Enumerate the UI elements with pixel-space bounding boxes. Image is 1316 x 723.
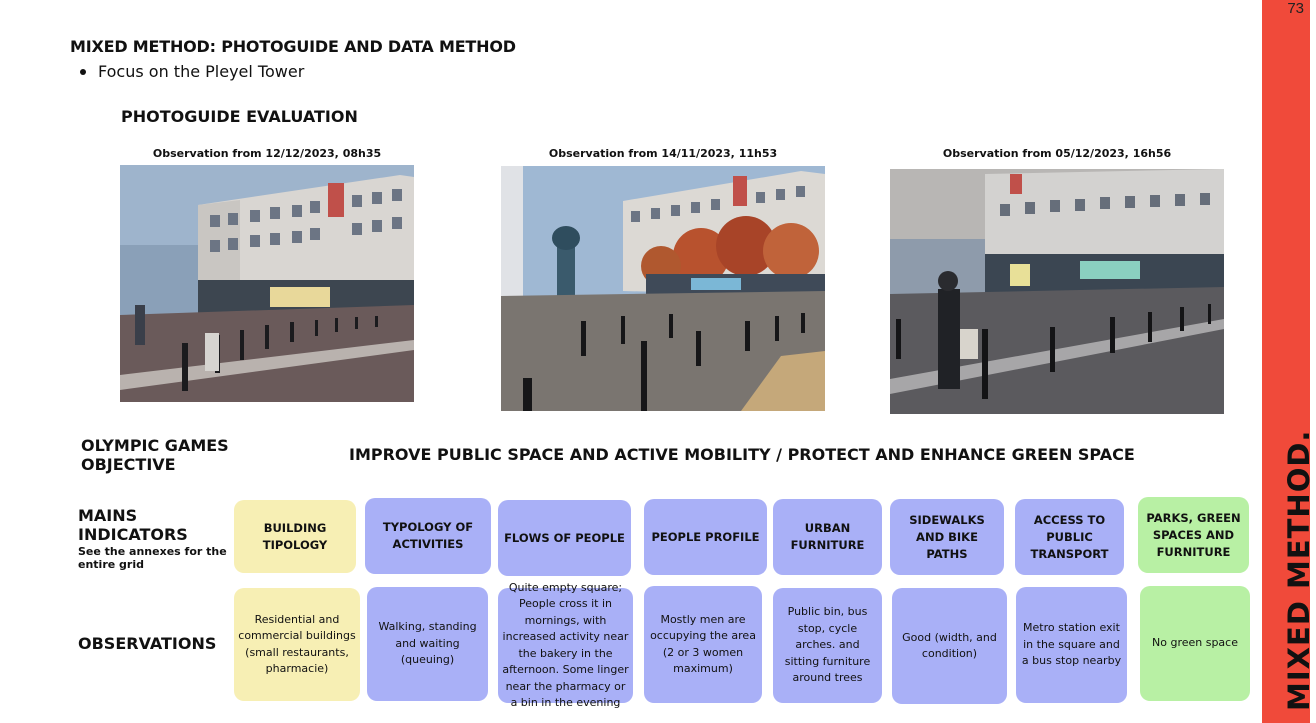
indicator-urban-furniture: URBAN FURNITURE [773,499,882,575]
indicators-label: MAINS INDICATORS [78,506,188,544]
observation-urban-furniture: Public bin, bus stop, cycle arches. and sitting furniture around trees [773,588,882,703]
observation-parks-green-spaces: No green space [1140,586,1250,701]
side-title [1262,0,1316,723]
photo-2 [501,166,825,411]
side-banner [1262,0,1316,723]
bullet-dot-icon [80,69,86,75]
indicator-people-profile: PEOPLE PROFILE [644,499,767,575]
observation-sidewalks-bike-paths: Good (width, and condition) [892,588,1007,704]
photo-caption-1: Observation from 12/12/2023, 08h35 [152,147,382,160]
indicator-building-tipology: BUILDING TIPOLOGY [234,500,356,573]
bullet-text: Focus on the Pleyel Tower [98,62,305,81]
bullet-item [80,62,304,81]
indicator-sidewalks-bike-paths: SIDEWALKS AND BIKE PATHS [890,499,1004,575]
indicator-flows-of-people: FLOWS OF PEOPLE [498,500,631,576]
observation-people-profile: Mostly men are occupying the area (2 or 3 women maximum) [644,586,762,703]
photo-caption-3: Observation from 05/12/2023, 16h56 [942,147,1172,160]
observations-label: OBSERVATIONS [78,634,217,653]
page-title: MIXED METHOD: PHOTOGUIDE AND DATA METHOD [70,37,516,56]
indicators-note: See the annexes for the entire grid [78,545,227,571]
observation-flows-of-people: Quite empty square; People cross it in mornings, with increased activity near the bakery in the afternoon. Some linger near the pharmacy or a bin in the evening [498,588,633,703]
objective-label: OLYMPIC GAMES OBJECTIVE [81,436,229,474]
photo-3 [890,169,1224,414]
page-number: 73 [1287,0,1304,17]
observation-typology-of-activities: Walking, standing and waiting (queuing) [367,587,488,701]
observation-access-public-transport: Metro station exit in the square and a bus stop nearby [1016,587,1127,703]
indicator-parks-green-spaces: PARKS, GREEN SPACES AND FURNITURE [1138,497,1249,573]
section-title: PHOTOGUIDE EVALUATION [121,107,358,126]
observation-building-tipology: Residential and commercial buildings (small restaurants, pharmacie) [234,588,360,701]
objective-value: IMPROVE PUBLIC SPACE AND ACTIVE MOBILITY / PROTECT AND ENHANCE GREEN SPACE [349,445,1135,464]
side-title-text: MIXED METHOD. [1282,429,1316,711]
photo-caption-2: Observation from 14/11/2023, 11h53 [548,147,778,160]
photo-1 [120,165,414,402]
indicator-typology-of-activities: TYPOLOGY OF ACTIVITIES [365,498,491,574]
indicator-access-public-transport: ACCESS TO PUBLIC TRANSPORT [1015,499,1124,575]
